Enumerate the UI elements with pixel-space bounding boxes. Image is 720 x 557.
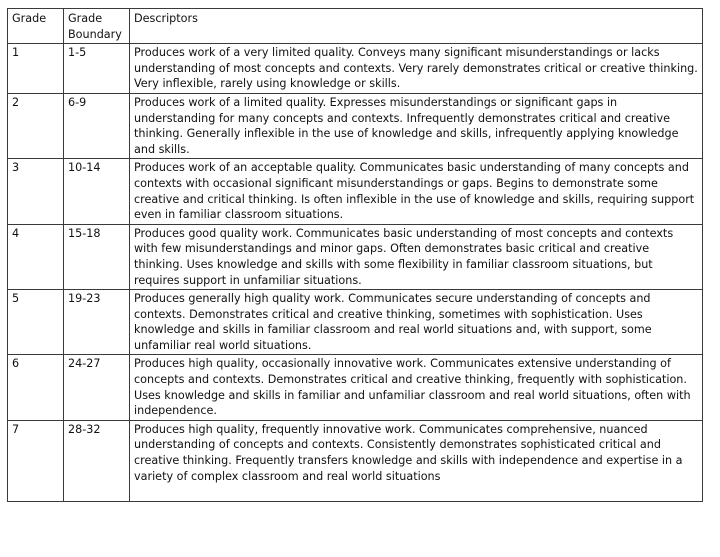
grade-cell: 4 [8,224,64,289]
table-row [8,420,703,501]
descriptor-cell: Produces good quality work. Communicates basic understanding of most concepts and contexts with few misunderstandings and minor gaps. Often demonstrates basic critical and creative thinking. Uses knowledge and skills with some flexibility in familiar classroom situations, but requires support in unfamiliar situations. [130,224,703,289]
descriptor-cell: Produces high quality, frequently innovative work. Communicates comprehensive, nuanced understanding of concepts and contexts. Consistently demonstrates sophisticated critical and creative thinking. Frequently transfers knowledge and skills with independence and expertise in a variety of complex classroom and real world situations [130,420,703,501]
boundary-cell: 15-18 [64,224,130,289]
grade-cell: 3 [8,159,64,224]
descriptor-cell: Produces work of a very limited quality. Conveys many significant misunderstandings or lacks understanding of most concepts and contexts. Very rarely demonstrates critical or creative thinking. Very inflexible, rarely using knowledge or skills. [130,44,703,94]
descriptor-cell: Produces work of an acceptable quality. Communicates basic understanding of many concepts and contexts with occasional significant misunderstandings or gaps. Begins to demonstrate some creative and critical thinking. Is often inflexible in the use of knowledge and skills, requiring support even in familiar classroom situations. [130,159,703,224]
boundary-cell: 10-14 [64,159,130,224]
table-row [8,355,703,420]
boundary-cell: 19-23 [64,290,130,355]
descriptor-cell: Produces high quality, occasionally innovative work. Communicates extensive understanding of concepts and contexts. Demonstrates critical and creative thinking, frequently with sophistication. Uses knowledge and skills in familiar and unfamiliar classroom and real world situations, often with independence. [130,355,703,420]
table-header-row [8,9,703,44]
table-row [8,93,703,158]
boundary-cell: 6-9 [64,93,130,158]
grade-cell: 7 [8,420,64,501]
descriptor-cell: Produces generally high quality work. Communicates secure understanding of concepts and contexts. Demonstrates critical and creative thinking, sometimes with sophistication. Uses knowledge and skills in familiar classroom and real world situations and, with support, some unfamiliar real world situations. [130,290,703,355]
descriptor-cell: Produces work of a limited quality. Expresses misunderstandings or significant gaps in understanding for many concepts and contexts. Infrequently demonstrates critical and creative thinking. Generally inflexible in the use of knowledge and skills, infrequently applying knowledge and skills. [130,93,703,158]
table-row [8,44,703,94]
grade-cell: 6 [8,355,64,420]
table-row [8,159,703,224]
boundary-cell: 28-32 [64,420,130,501]
grade-cell: 5 [8,290,64,355]
grade-cell: 1 [8,44,64,94]
boundary-cell: 24-27 [64,355,130,420]
table-row [8,290,703,355]
grade-descriptors-table [7,8,703,502]
header-grade: Grade [8,9,64,44]
grade-cell: 2 [8,93,64,158]
header-descriptors: Descriptors [130,9,703,44]
boundary-cell: 1-5 [64,44,130,94]
header-grade-boundary: Grade Boundary [64,9,130,44]
table-row [8,224,703,289]
